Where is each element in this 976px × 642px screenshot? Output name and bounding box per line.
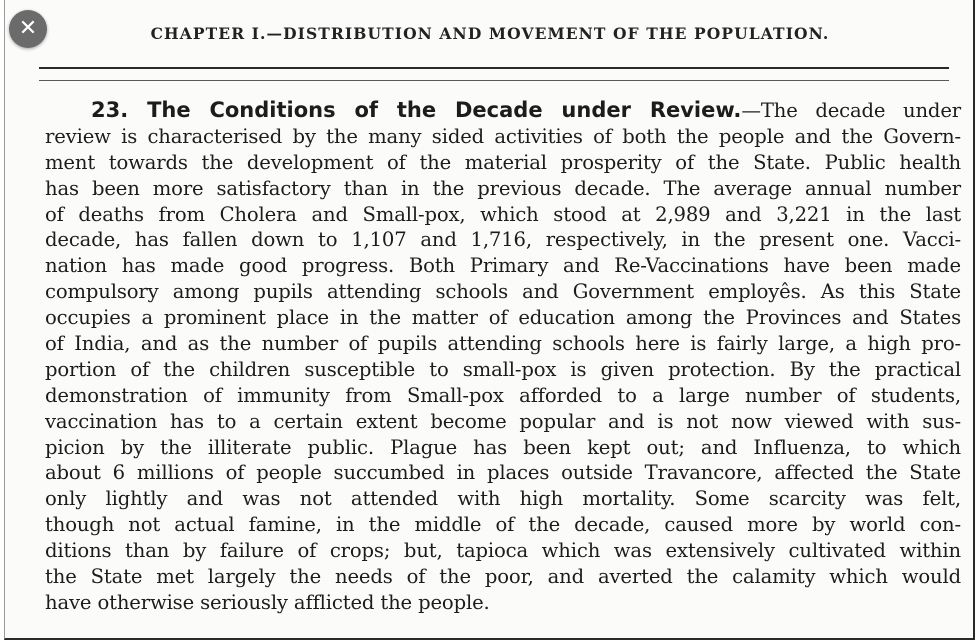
text-line: picion by the illiterate public. Plague has been kept out; and Influenza, to which — [45, 435, 961, 459]
header-rule-thick — [39, 67, 949, 69]
text-line: has been more satisfactory than in the previous decade. The average annual number — [45, 176, 961, 200]
document-page — [4, 0, 975, 640]
section-heading: 23. The Conditions of the Decade under Review. — [91, 98, 742, 122]
text-line: about 6 millions of people succumbed in places outside Travancore, affected the State — [45, 461, 961, 485]
text-line: the State met largely the needs of the poor, and averted the calamity which would — [45, 565, 961, 589]
chapter-header: CHAPTER I.—DISTRIBUTION AND MOVEMENT OF THE POPULATION. — [150, 24, 830, 43]
text-line: review is characterised by the many sided activities of both the people and the Govern- — [45, 124, 961, 148]
text-line: —The decade under — [741, 99, 961, 122]
text-line: compulsory among pupils attending schools and Government employês. As this State — [45, 280, 961, 304]
close-icon: ✕ — [18, 16, 38, 41]
header-rule-thin — [39, 80, 949, 81]
text-line: of deaths from Cholera and Small-pox, which stood at 2,989 and 3,221 in the last — [45, 202, 961, 226]
text-line: decade, has fallen down to 1,107 and 1,716, respectively, in the present one. Vacci- — [45, 228, 961, 252]
text-line: nation has made good progress. Both Primary and Re-Vaccinations have been made — [45, 254, 961, 278]
text-line: ment towards the development of the material prosperity of the State. Public health — [45, 150, 961, 174]
section-paragraph — [45, 98, 961, 616]
text-line-last: have otherwise seriously afflicted the people. — [45, 590, 490, 614]
close-button[interactable] — [9, 10, 47, 48]
text-line: of India, and as the number of pupils attending schools here is fairly large, a high pro- — [45, 332, 961, 356]
first-line — [45, 98, 961, 124]
text-line: occupies a prominent place in the matter of education among the Provinces and States — [45, 306, 961, 330]
text-line: demonstration of immunity from Small-pox afforded to a large number of students, — [45, 383, 961, 407]
text-line: though not actual famine, in the middle of the decade, caused more by world con- — [45, 513, 961, 537]
text-line: vaccination has to a certain extent become popular and is not now viewed with sus- — [45, 409, 961, 433]
text-line: ditions than by failure of crops; but, tapioca which was extensively cultivated within — [45, 539, 961, 563]
text-line: portion of the children susceptible to small-pox is given protection. By the practical — [45, 357, 961, 381]
text-line: only lightly and was not attended with high mortality. Some scarcity was felt, — [45, 487, 961, 511]
